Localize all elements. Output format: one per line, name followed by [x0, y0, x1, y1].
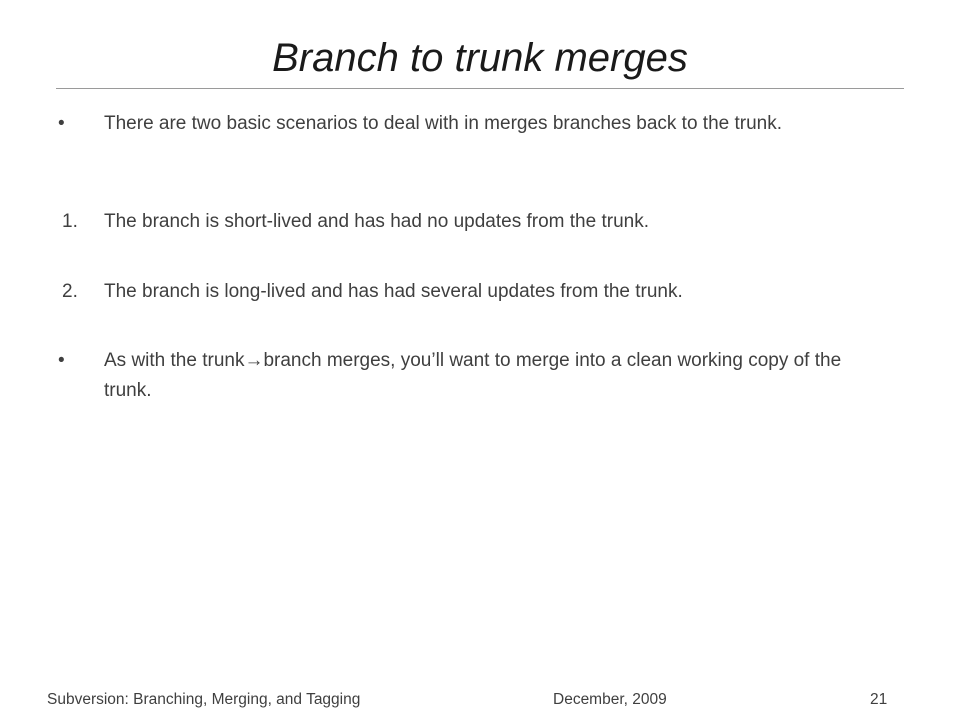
text-segment: As with the trunk — [104, 350, 245, 371]
bullet-marker: • — [58, 113, 65, 134]
list-item-text: The branch is short-lived and has had no updates from the trunk. — [104, 211, 649, 232]
text-segment: branch merges, you’ll want to merge into a clean working copy of the trunk. — [104, 350, 842, 401]
list-item-text — [104, 346, 844, 406]
list-item-text: The branch is long-lived and has had several updates from the trunk. — [104, 281, 683, 302]
arrow-icon: → — [244, 350, 264, 371]
footer-presentation-title: Subversion: Branching, Merging, and Tagging — [47, 691, 361, 708]
number-marker: 2. — [62, 281, 78, 302]
footer-date: December, 2009 — [553, 691, 667, 708]
title-divider — [56, 88, 904, 89]
bullet-marker: • — [58, 350, 65, 371]
slide-title: Branch to trunk merges — [272, 36, 688, 80]
number-marker: 1. — [62, 211, 78, 232]
list-item-text: There are two basic scenarios to deal with in merges branches back to the trunk. — [104, 113, 783, 134]
footer-page-number: 21 — [870, 691, 888, 708]
